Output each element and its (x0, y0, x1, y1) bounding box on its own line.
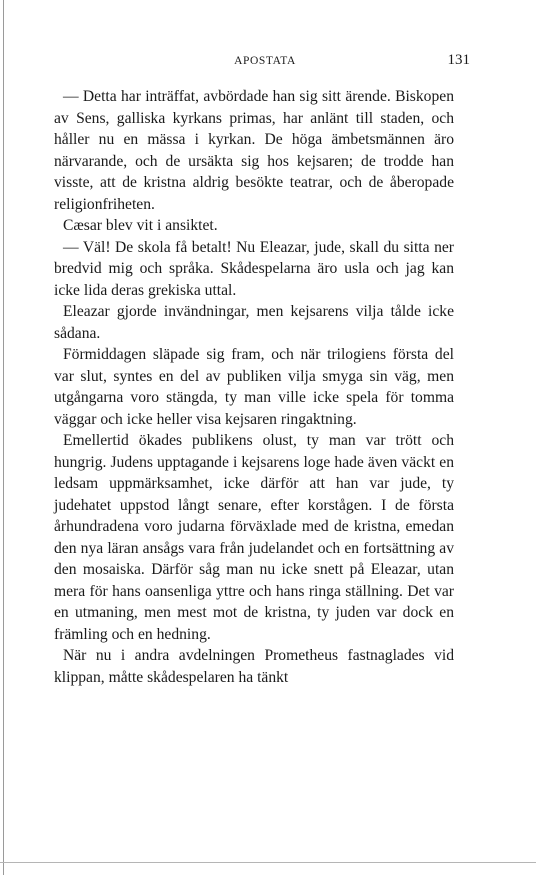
page-header (60, 52, 470, 70)
paragraph: — Detta har inträffat, avbördade han sig sitt ärende. Biskopen av Sens, galliska kyrkans primas, har anlänt till staden, och håller nu en mässa i kyrkan. De höga ämbetsmännen äro närvarande, och de ursäkta sig hos kejsaren; de trodde han visste, att de kristna aldrig besökte teatrar, och de åberopade religionfriheten. (54, 88, 454, 213)
running-head: APOSTATA (234, 55, 296, 67)
paragraph: Cæsar blev vit i ansiktet. (63, 217, 218, 234)
paragraph: — Väl! De skola få betalt! Nu Eleazar, jude, skall du sitta ner bredvid mig och språka. Skådespelarna äro usla och jag kan icke lida deras grekiska uttal. (54, 238, 454, 299)
paragraph: Förmiddagen släpade sig fram, och när trilogiens första del var slut, syntes en del av publiken vilja smyga sin väg, men utgångarna voro stängda, ty man ville icke spela för tomma väggar och icke heller visa kejsaren ringaktning. (54, 346, 454, 428)
page-bottom-edge-line (0, 862, 536, 863)
page-edge-line (3, 0, 4, 875)
paragraph: Emellertid ökades publikens olust, ty man var trött och hungrig. Judens upptagande i kejsarens loge hade även väckt en ledsam uppmärksamhet, icke därför att han var jude, ty judehatet uppstod långt senare, efter korstågen. I de första århundradena voro judarna förväxlade med de kristna, emedan den nya läran ansågs vara från judelandet och en fortsättning av den mosaiska. Därför såg man nu icke snett på Eleazar, utan mera för hans oansenliga yttre och hans ringa ställning. Det var en utmaning, men mest mot de kristna, ty juden var dock en främling och en hedning. (54, 432, 454, 643)
page-number: 131 (447, 52, 470, 68)
paragraph: Eleazar gjorde invändningar, men kejsarens vilja tålde icke sådana. (54, 303, 454, 342)
paragraph: När nu i andra avdelningen Prometheus fastnaglades vid klippan, måtte skådespelaren ha tänkt (54, 647, 454, 686)
body-text (54, 86, 454, 688)
